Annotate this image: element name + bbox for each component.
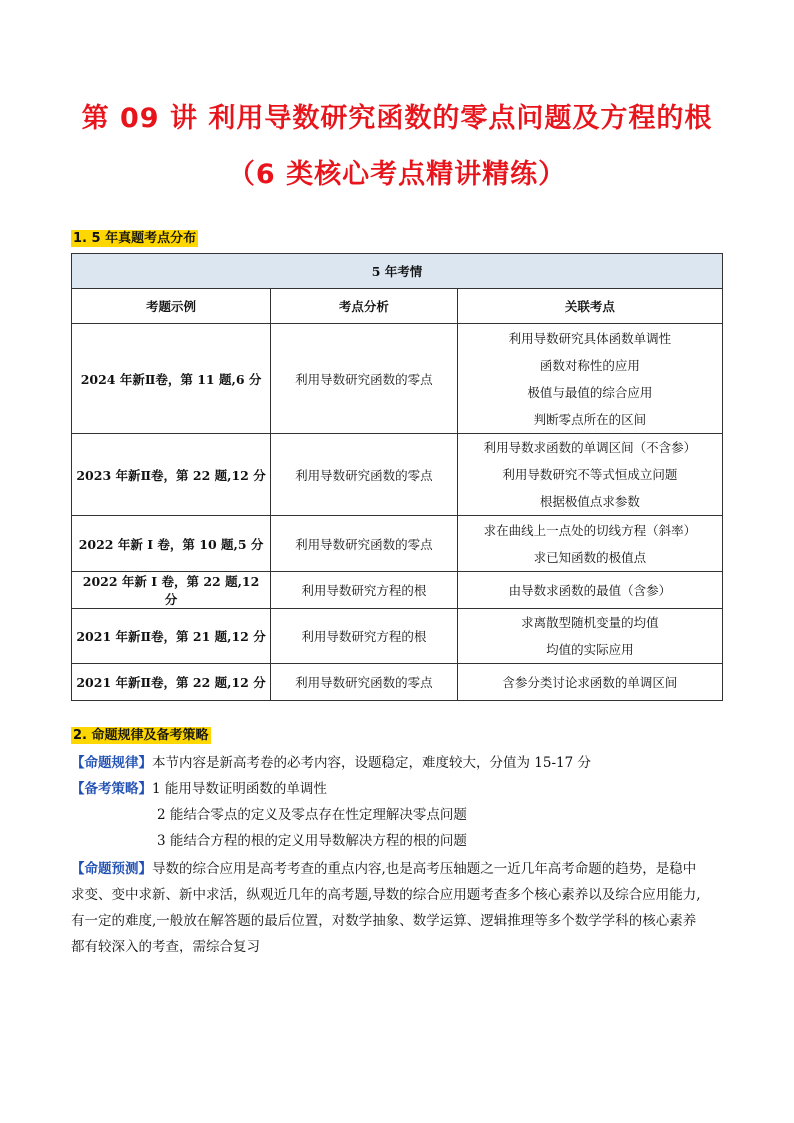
table-row (72, 664, 723, 701)
section-1-heading (71, 227, 198, 246)
table-row (72, 324, 723, 434)
table-caption-row (72, 254, 723, 289)
table-row (72, 434, 723, 516)
related-item: 根据极值点求参数 (539, 494, 640, 509)
forecast-text: 导数的综合应用是高考考查的重点内容,也是高考压轴题之一近几年高考命题的趋势，是稳中 (152, 861, 697, 877)
cell-analysis: 利用导数研究函数的零点 (271, 516, 458, 572)
related-item: 函数对称性的应用 (539, 357, 640, 373)
rule-text: 本节内容是新高考卷的必考内容，设题稳定，难度较大，分值为 15-17 分 (152, 755, 591, 771)
cell-related (457, 572, 722, 609)
rule-tag: 【命题规律】 (71, 755, 152, 771)
related-item: 极值与最值的综合应用 (527, 384, 653, 400)
related-item: 求在曲线上一点处的切线方程（斜率） (483, 522, 697, 538)
related-item: 求已知函数的极值点 (533, 549, 647, 565)
cell-analysis: 利用导数研究方程的根 (271, 609, 458, 664)
title-line-1: 第 09 讲 利用导数研究函数的零点问题及方程的根 (81, 103, 713, 134)
cell-example: 2021 年新Ⅱ卷，第 21 题,12 分 (72, 609, 271, 664)
related-item: 利用导数研究不等式恒成立问题 (502, 467, 678, 482)
cell-example: 2022 年新 I 卷，第 22 题,12 分 (72, 572, 271, 609)
related-item: 由导数求函数的最值（含参） (508, 582, 672, 598)
forecast-line (71, 856, 731, 882)
header-example: 考题示例 (72, 289, 271, 324)
cell-related (457, 434, 722, 516)
title-line-2: （6 类核心考点精讲精练） (227, 159, 567, 190)
table-row (72, 609, 723, 664)
forecast-line: 求变、变中求新、新中求活，纵观近几年的高考题,导数的综合应用题考查多个核心素养以及综合应用能力, (71, 887, 701, 903)
cell-analysis: 利用导数研究函数的零点 (271, 664, 458, 701)
forecast-line: 有一定的难度,一般放在解答题的最后位置，对数学抽象、数学运算、逻辑推理等多个数学学科的核心素养 (71, 913, 697, 929)
table-header-row (72, 289, 723, 324)
strategy-item: 2 能结合零点的定义及零点存在性定理解决零点问题 (157, 807, 467, 823)
strategy-line-1 (71, 776, 731, 802)
related-item: 含参分类讨论求函数的单调区间 (502, 674, 678, 690)
related-item: 求离散型随机变量的均值 (521, 615, 659, 630)
cell-analysis: 利用导数研究函数的零点 (271, 324, 458, 434)
table-row (72, 516, 723, 572)
header-analysis: 考点分析 (271, 289, 458, 324)
related-item: 判断零点所在的区间 (533, 411, 647, 427)
cell-related (457, 609, 722, 664)
section-2-heading (71, 724, 211, 743)
table-row (72, 572, 723, 609)
forecast-tag: 【命题预测】 (71, 861, 152, 877)
cell-example: 2024 年新Ⅱ卷，第 11 题,6 分 (72, 324, 271, 434)
section-1-heading-text: 1. 5 年真题考点分布 (73, 231, 197, 246)
exam-distribution-table (71, 253, 723, 701)
cell-related (457, 664, 722, 701)
forecast-line: 都有较深入的考查，需综合复习 (71, 939, 260, 955)
cell-related (457, 516, 722, 572)
forecast-block (71, 856, 731, 960)
strategy-tag: 【备考策略】 (71, 781, 152, 797)
cell-analysis: 利用导数研究方程的根 (271, 572, 458, 609)
cell-example: 2022 年新 I 卷，第 10 题,5 分 (72, 516, 271, 572)
cell-related (457, 324, 722, 434)
table-caption: 5 年考情 (72, 254, 723, 289)
cell-example: 2023 年新Ⅱ卷，第 22 题,12 分 (72, 434, 271, 516)
related-item: 均值的实际应用 (546, 642, 634, 657)
strategy-block (71, 776, 731, 854)
section-2-heading-text: 2. 命题规律及备考策略 (73, 728, 209, 743)
related-item: 利用导数研究具体函数单调性 (508, 330, 672, 346)
related-item: 利用导数求函数的单调区间（不含参） (483, 440, 697, 455)
cell-example: 2021 年新Ⅱ卷，第 22 题,12 分 (72, 664, 271, 701)
strategy-item: 1 能用导数证明函数的单调性 (152, 781, 327, 797)
strategy-item: 3 能结合方程的根的定义用导数解决方程的根的问题 (157, 833, 467, 849)
cell-analysis: 利用导数研究函数的零点 (271, 434, 458, 516)
rule-paragraph (71, 750, 731, 776)
header-related: 关联考点 (457, 289, 722, 324)
